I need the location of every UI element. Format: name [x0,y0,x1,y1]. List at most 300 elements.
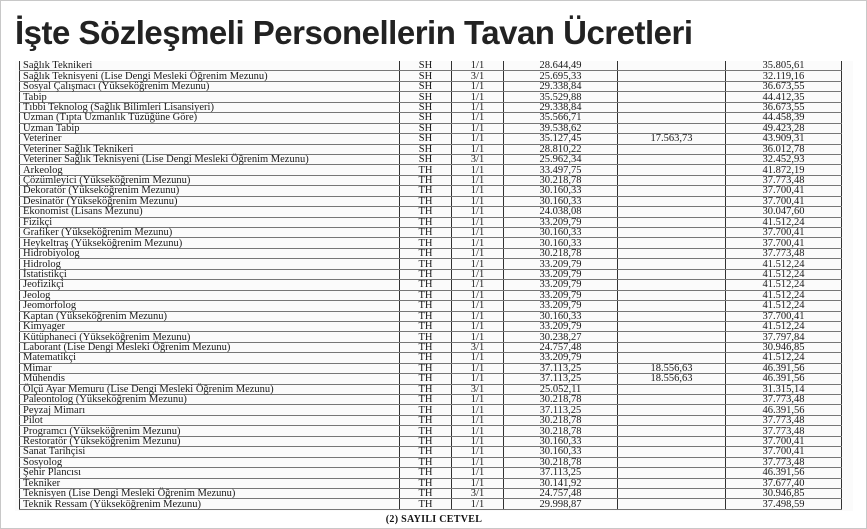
additional-wage-cell: 18.556,63 [618,374,726,384]
service-class-cell: SH [400,134,452,144]
position-name-cell: Uzman (Tıpta Uzmanlık Tüzüğüne Göre) [20,113,400,123]
base-wage-cell: 25.695,33 [504,71,618,81]
base-wage-cell: 30.160,33 [504,196,618,206]
ceiling-wage-cell: 37.773,48 [726,395,842,405]
grade-cell: 3/1 [452,342,504,352]
base-wage-cell: 30.218,78 [504,426,618,436]
position-name-cell: Kütüphaneci (Yükseköğrenim Mezunu) [20,332,400,342]
table-row [20,102,842,112]
position-name-cell: Uzman Tabip [20,123,400,133]
table-row [20,342,842,352]
base-wage-cell: 28.810,22 [504,144,618,154]
service-class-cell: TH [400,332,452,342]
ceiling-wage-cell: 37.773,48 [726,457,842,467]
ceiling-wage-cell: 37.773,48 [726,426,842,436]
base-wage-cell: 30.160,33 [504,447,618,457]
table-row [20,332,842,342]
table-row [20,353,842,363]
service-class-cell: TH [400,468,452,478]
ceiling-wage-cell: 37.700,41 [726,238,842,248]
additional-wage-cell [618,207,726,217]
position-name-cell: Jeofizikçi [20,280,400,290]
service-class-cell: TH [400,384,452,394]
ceiling-wage-cell: 32.119,16 [726,71,842,81]
ceiling-wage-cell: 36.012,78 [726,144,842,154]
ceiling-wage-cell: 37.773,48 [726,248,842,258]
grade-cell: 1/1 [452,186,504,196]
grade-cell: 3/1 [452,154,504,164]
additional-wage-cell [618,468,726,478]
base-wage-cell: 28.644,49 [504,61,618,71]
ceiling-wage-cell: 43.909,31 [726,134,842,144]
ceiling-wage-cell: 41.512,24 [726,353,842,363]
service-class-cell: TH [400,248,452,258]
additional-wage-cell [618,301,726,311]
base-wage-cell: 30.218,78 [504,175,618,185]
additional-wage-cell [618,280,726,290]
additional-wage-cell [618,311,726,321]
grade-cell: 1/1 [452,290,504,300]
grade-cell: 1/1 [452,415,504,425]
additional-wage-cell [618,81,726,91]
ceiling-wage-cell: 41.512,24 [726,321,842,331]
grade-cell: 1/1 [452,238,504,248]
position-name-cell: Fizikçi [20,217,400,227]
ceiling-wage-cell: 37.700,41 [726,228,842,238]
ceiling-wage-cell: 46.391,56 [726,363,842,373]
service-class-cell: TH [400,488,452,498]
base-wage-cell: 33.209,79 [504,301,618,311]
grade-cell: 1/1 [452,61,504,71]
base-wage-cell: 30.218,78 [504,248,618,258]
base-wage-cell: 33.209,79 [504,321,618,331]
ceiling-wage-cell: 41.512,24 [726,301,842,311]
table-row [20,123,842,133]
table-row [20,165,842,175]
additional-wage-cell [618,154,726,164]
base-wage-cell: 33.209,79 [504,280,618,290]
base-wage-cell: 35.127,45 [504,134,618,144]
table-row [20,186,842,196]
position-name-cell: Teknisyen (Lise Dengi Mesleki Öğrenim Mezunu) [20,488,400,498]
grade-cell: 1/1 [452,217,504,227]
ceiling-wage-cell: 35.805,61 [726,61,842,71]
position-name-cell: Sosyal Çalışmacı (Yükseköğrenim Mezunu) [20,81,400,91]
grade-cell: 1/1 [452,144,504,154]
table-row [20,81,842,91]
service-class-cell: TH [400,415,452,425]
ceiling-wage-cell: 31.315,14 [726,384,842,394]
position-name-cell: Hidrobiyolog [20,248,400,258]
grade-cell: 1/1 [452,374,504,384]
service-class-cell: TH [400,321,452,331]
service-class-cell: TH [400,290,452,300]
position-name-cell: Kimyager [20,321,400,331]
table-row [20,196,842,206]
additional-wage-cell [618,92,726,102]
position-name-cell: Peyzaj Mimarı [20,405,400,415]
additional-wage-cell [618,447,726,457]
service-class-cell: TH [400,269,452,279]
ceiling-wage-cell: 37.700,41 [726,196,842,206]
base-wage-cell: 35.566,71 [504,113,618,123]
base-wage-cell: 37.113,25 [504,374,618,384]
grade-cell: 1/1 [452,134,504,144]
base-wage-cell: 30.160,33 [504,228,618,238]
position-name-cell: Veteriner Sağlık Teknikeri [20,144,400,154]
grade-cell: 1/1 [452,113,504,123]
grade-cell: 1/1 [452,468,504,478]
base-wage-cell: 30.141,92 [504,478,618,488]
position-name-cell: Laborant (Lise Dengi Mesleki Öğrenim Mezunu) [20,342,400,352]
position-name-cell: Sosyolog [20,457,400,467]
additional-wage-cell: 18.556,63 [618,363,726,373]
service-class-cell: TH [400,395,452,405]
grade-cell: 1/1 [452,332,504,342]
base-wage-cell: 24.757,48 [504,488,618,498]
ceiling-wage-cell: 41.512,24 [726,280,842,290]
grade-cell: 1/1 [452,102,504,112]
position-name-cell: Mühendis [20,374,400,384]
additional-wage-cell [618,405,726,415]
ceiling-wage-cell: 41.512,24 [726,259,842,269]
grade-cell: 1/1 [452,123,504,133]
grade-cell: 1/1 [452,457,504,467]
ceiling-wage-cell: 37.700,41 [726,311,842,321]
table-row [20,175,842,185]
ceiling-wage-cell: 41.872,19 [726,165,842,175]
service-class-cell: TH [400,217,452,227]
salary-table [19,61,842,510]
service-class-cell: TH [400,196,452,206]
service-class-cell: TH [400,238,452,248]
base-wage-cell: 30.160,33 [504,436,618,446]
additional-wage-cell [618,144,726,154]
service-class-cell: SH [400,123,452,133]
ceiling-wage-cell: 46.391,56 [726,405,842,415]
service-class-cell: TH [400,259,452,269]
grade-cell: 1/1 [452,311,504,321]
service-class-cell: TH [400,457,452,467]
table-row [20,395,842,405]
grade-cell: 1/1 [452,165,504,175]
table-row [20,134,842,144]
service-class-cell: SH [400,154,452,164]
base-wage-cell: 25.962,34 [504,154,618,164]
table-row [20,478,842,488]
ceiling-wage-cell: 37.797,84 [726,332,842,342]
salary-table-body [20,61,842,509]
additional-wage-cell [618,353,726,363]
additional-wage-cell [618,165,726,175]
position-name-cell: Jeolog [20,290,400,300]
position-name-cell: Programcı (Yükseköğrenim Mezunu) [20,426,400,436]
service-class-cell: TH [400,311,452,321]
additional-wage-cell [618,478,726,488]
base-wage-cell: 30.218,78 [504,395,618,405]
base-wage-cell: 29.338,84 [504,102,618,112]
additional-wage-cell [618,436,726,446]
service-class-cell: TH [400,426,452,436]
grade-cell: 1/1 [452,207,504,217]
table-row [20,217,842,227]
additional-wage-cell [618,175,726,185]
table-row [20,280,842,290]
table-row [20,384,842,394]
additional-wage-cell [618,321,726,331]
table-row [20,374,842,384]
ceiling-wage-cell: 46.391,56 [726,468,842,478]
ceiling-wage-cell: 30.946,85 [726,342,842,352]
table-row [20,228,842,238]
service-class-cell: TH [400,405,452,415]
position-name-cell: İstatistikçi [20,269,400,279]
position-name-cell: Sağlık Teknikeri [20,61,400,71]
position-name-cell: Dekoratör (Yükseköğrenim Mezunu) [20,186,400,196]
base-wage-cell: 29.998,87 [504,499,618,509]
grade-cell: 1/1 [452,478,504,488]
service-class-cell: TH [400,165,452,175]
ceiling-wage-cell: 37.700,41 [726,186,842,196]
position-name-cell: Grafiker (Yükseköğrenim Mezunu) [20,228,400,238]
ceiling-wage-cell: 41.512,24 [726,217,842,227]
grade-cell: 1/1 [452,301,504,311]
service-class-cell: SH [400,92,452,102]
position-name-cell: Paleontolog (Yükseköğrenim Mezunu) [20,395,400,405]
grade-cell: 1/1 [452,196,504,206]
table-row [20,92,842,102]
position-name-cell: Çözümleyici (Yükseköğrenim Mezunu) [20,175,400,185]
ceiling-wage-cell: 41.512,24 [726,269,842,279]
position-name-cell: Matematikçi [20,353,400,363]
base-wage-cell: 33.209,79 [504,259,618,269]
table-row [20,259,842,269]
table-row [20,488,842,498]
service-class-cell: TH [400,186,452,196]
grade-cell: 1/1 [452,175,504,185]
additional-wage-cell [618,488,726,498]
position-name-cell: Tabip [20,92,400,102]
position-name-cell: Tıbbi Teknolog (Sağlık Bilimleri Lisansiyeri) [20,102,400,112]
ceiling-wage-cell: 37.498,59 [726,499,842,509]
base-wage-cell: 29.338,84 [504,81,618,91]
additional-wage-cell [618,71,726,81]
position-name-cell: Heykeltraş (Yükseköğrenim Mezunu) [20,238,400,248]
base-wage-cell: 24.757,48 [504,342,618,352]
table-row [20,436,842,446]
table-row [20,447,842,457]
grade-cell: 1/1 [452,405,504,415]
page-title: İşte Sözleşmeli Personellerin Tavan Ücretleri [15,14,693,51]
table-row [20,113,842,123]
additional-wage-cell [618,228,726,238]
service-class-cell: TH [400,280,452,290]
additional-wage-cell [618,332,726,342]
table-row [20,61,842,71]
table-row [20,248,842,258]
table-row [20,71,842,81]
table-row [20,321,842,331]
service-class-cell: SH [400,102,452,112]
grade-cell: 1/1 [452,92,504,102]
position-name-cell: Sağlık Teknisyeni (Lise Dengi Mesleki Öğrenim Mezunu) [20,71,400,81]
service-class-cell: TH [400,478,452,488]
ceiling-wage-cell: 46.391,56 [726,374,842,384]
grade-cell: 1/1 [452,321,504,331]
additional-wage-cell [618,217,726,227]
base-wage-cell: 30.218,78 [504,457,618,467]
service-class-cell: TH [400,436,452,446]
service-class-cell: TH [400,175,452,185]
grade-cell: 1/1 [452,81,504,91]
base-wage-cell: 30.160,33 [504,186,618,196]
service-class-cell: TH [400,374,452,384]
grade-cell: 1/1 [452,363,504,373]
service-class-cell: SH [400,71,452,81]
base-wage-cell: 33.209,79 [504,269,618,279]
base-wage-cell: 30.218,78 [504,415,618,425]
base-wage-cell: 33.209,79 [504,290,618,300]
ceiling-wage-cell: 36.673,55 [726,102,842,112]
position-name-cell: Ekonomist (Lisans Mezunu) [20,207,400,217]
service-class-cell: TH [400,207,452,217]
table-row [20,415,842,425]
table-row [20,207,842,217]
base-wage-cell: 39.538,62 [504,123,618,133]
position-name-cell: Veteriner Sağlık Teknisyeni (Lise Dengi Mesleki Öğrenim Mezunu) [20,154,400,164]
position-name-cell: Veteriner [20,134,400,144]
grade-cell: 3/1 [452,71,504,81]
additional-wage-cell [618,384,726,394]
table-row [20,311,842,321]
base-wage-cell: 37.113,25 [504,468,618,478]
position-name-cell: Ölçü Ayar Memuru (Lise Dengi Mesleki Öğrenim Mezunu) [20,384,400,394]
base-wage-cell: 35.529,88 [504,92,618,102]
grade-cell: 1/1 [452,259,504,269]
position-name-cell: Desinatör (Yükseköğrenim Mezunu) [20,196,400,206]
additional-wage-cell [618,61,726,71]
base-wage-cell: 25.052,11 [504,384,618,394]
position-name-cell: Mimar [20,363,400,373]
additional-wage-cell [618,196,726,206]
grade-cell: 1/1 [452,436,504,446]
table-row [20,457,842,467]
position-name-cell: Tekniker [20,478,400,488]
table-row [20,426,842,436]
base-wage-cell: 24.038,08 [504,207,618,217]
additional-wage-cell: 17.563,73 [618,134,726,144]
position-name-cell: Kaptan (Yükseköğrenim Mezunu) [20,311,400,321]
base-wage-cell: 30.160,33 [504,238,618,248]
table-row [20,290,842,300]
additional-wage-cell [618,102,726,112]
grade-cell: 1/1 [452,248,504,258]
grade-cell: 1/1 [452,395,504,405]
grade-cell: 3/1 [452,384,504,394]
table-row [20,405,842,415]
service-class-cell: SH [400,61,452,71]
table-row [20,499,842,509]
table-row [20,238,842,248]
ceiling-wage-cell: 49.423,28 [726,123,842,133]
grade-cell: 1/1 [452,426,504,436]
grade-cell: 1/1 [452,269,504,279]
table-row [20,301,842,311]
base-wage-cell: 37.113,25 [504,405,618,415]
service-class-cell: TH [400,342,452,352]
table-row [20,144,842,154]
additional-wage-cell [618,395,726,405]
grade-cell: 3/1 [452,488,504,498]
position-name-cell: Sanat Tarihçisi [20,447,400,457]
base-wage-cell: 33.497,75 [504,165,618,175]
ceiling-wage-cell: 41.512,24 [726,290,842,300]
additional-wage-cell [618,290,726,300]
ceiling-wage-cell: 44.458,39 [726,113,842,123]
base-wage-cell: 30.160,33 [504,311,618,321]
ceiling-wage-cell: 30.047,60 [726,207,842,217]
additional-wage-cell [618,259,726,269]
position-name-cell: Arkeolog [20,165,400,175]
service-class-cell: SH [400,81,452,91]
grade-cell: 1/1 [452,447,504,457]
ceiling-wage-cell: 36.673,55 [726,81,842,91]
table-row [20,468,842,478]
additional-wage-cell [618,113,726,123]
service-class-cell: SH [400,144,452,154]
grade-cell: 1/1 [452,280,504,290]
table-row [20,154,842,164]
base-wage-cell: 33.209,79 [504,217,618,227]
ceiling-wage-cell: 37.677,40 [726,478,842,488]
additional-wage-cell [618,123,726,133]
scanned-document [15,60,853,525]
ceiling-wage-cell: 37.700,41 [726,436,842,446]
ceiling-wage-cell: 37.773,48 [726,175,842,185]
additional-wage-cell [618,186,726,196]
additional-wage-cell [618,269,726,279]
service-class-cell: TH [400,447,452,457]
additional-wage-cell [618,499,726,509]
service-class-cell: TH [400,363,452,373]
additional-wage-cell [618,342,726,352]
additional-wage-cell [618,248,726,258]
ceiling-wage-cell: 44.412,35 [726,92,842,102]
additional-wage-cell [618,415,726,425]
position-name-cell: Jeomorfolog [20,301,400,311]
service-class-cell: TH [400,499,452,509]
base-wage-cell: 37.113,25 [504,363,618,373]
service-class-cell: TH [400,228,452,238]
position-name-cell: Pilot [20,415,400,425]
position-name-cell: Hidrolog [20,259,400,269]
grade-cell: 1/1 [452,499,504,509]
table-row [20,269,842,279]
service-class-cell: TH [400,301,452,311]
grade-cell: 1/1 [452,353,504,363]
ceiling-wage-cell: 32.452,93 [726,154,842,164]
additional-wage-cell [618,457,726,467]
base-wage-cell: 30.238,27 [504,332,618,342]
additional-wage-cell [618,426,726,436]
position-name-cell: Restoratör (Yükseköğrenim Mezunu) [20,436,400,446]
table-row [20,363,842,373]
base-wage-cell: 33.209,79 [504,353,618,363]
grade-cell: 1/1 [452,228,504,238]
position-name-cell: Teknik Ressam (Yükseköğrenim Mezunu) [20,499,400,509]
service-class-cell: TH [400,353,452,363]
additional-wage-cell [618,238,726,248]
